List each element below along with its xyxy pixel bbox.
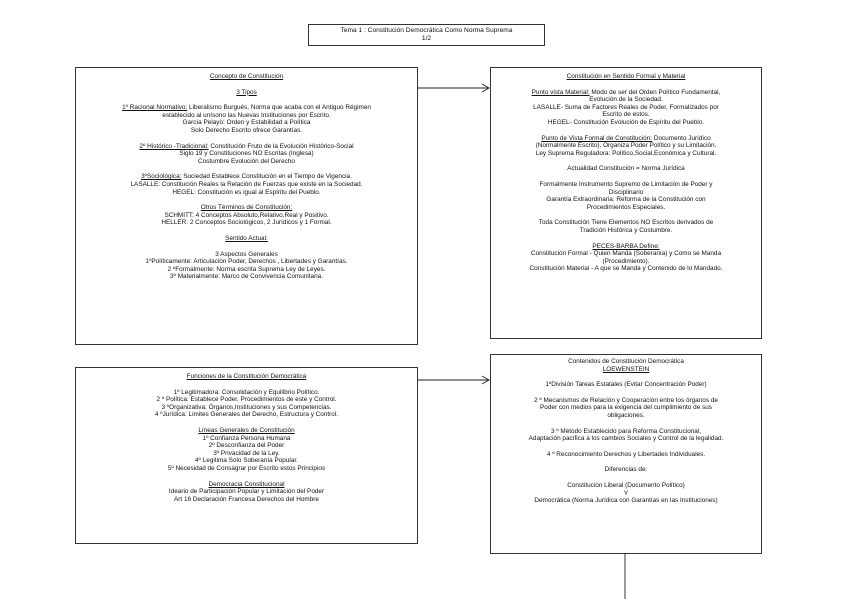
contenido-2-line-3: obligaciones. [607, 411, 645, 419]
otros-line-2: HELLER: 2 Conceptos Sociológicos, 2 Jurídicos y 1 Formal. [161, 219, 332, 227]
pf-line-3: Ley Suprema Reguladora: Político,Social,Económica y Cultural. [535, 149, 717, 157]
actual-line-3: 2 ºFormalmente: Norma escrita Suprema Ley de Leyes. [167, 265, 326, 273]
contenido-3-line-1: 3 º Método Establecido para Reforma Constitucional, [550, 427, 702, 435]
contenido-1: 1ºDivisión Tareas Estatales (Evitar Concentración Poder) [545, 381, 707, 389]
diferencias-line: Diferencias de: [604, 466, 648, 474]
pv-line-5: HEGEL- Constitución Evolución de Espíritu del Pueblo. [547, 118, 705, 126]
historico-label: 2º Histórico -Tradicional: [139, 142, 209, 150]
title-line-2: 1/2 [421, 34, 432, 42]
peces-heading: PECES-BARBA Define: [592, 242, 660, 250]
funcion-1: 1º Legitimadora: Consolidación y Equilibrio Político. [173, 388, 320, 396]
racional-line-4: Solo Derecho Escrito ofrece Garantías. [190, 126, 303, 134]
contenidos-author: LOEWENSTEIN [602, 365, 650, 373]
garantia-line-2: Procedimientos Especiales. [586, 203, 666, 211]
peces-line-1: Constitución Formal - Quien Manda (Soberanía) y Como se Manda [530, 250, 722, 258]
linea-general-2: 2º Desconfianza del Poder [208, 442, 285, 450]
peces-line-2: (Procedimiento). [602, 257, 650, 265]
funcion-2: 2 º Política: Establece Poder, Procedimientos de este y Control. [156, 396, 337, 404]
actual-heading: Sentido Actual: [225, 234, 268, 242]
otros-line-1: SCHMITT: 4 Conceptos Absoluto,Relativo,Real y Positivo. [164, 211, 329, 219]
contenido-4: 4 º Reconocimiento Derechos y Libertades Individuales. [546, 450, 706, 458]
pf-text: Documento Jurídico [652, 134, 711, 142]
pf-label: Punto de Vista Formal de Constitución: [541, 134, 653, 142]
sociologico-line-3: HEGEL: Constitución es igual al Espíritu del Pueblo. [172, 188, 321, 196]
pv-line-3: LASALLE- Suma de Factores Reales de Poder, Formalizados por [533, 103, 719, 111]
pv-line [491, 89, 761, 97]
actualidad-line: Actualidad Constitución = Norma Jurídica [567, 165, 685, 173]
funciones-heading: Funciones de la Constitución Democrática [186, 373, 307, 380]
pv-line-4: Escrito de estos. [602, 111, 650, 119]
racional-line-3: García Pelayo: Orden y Estabilidad a Política [182, 119, 311, 127]
toda-line-2: Tradición Histórica y Costumbre. [579, 226, 673, 234]
contenido-2-line-1: 2 º Mecanismos de Relación y Cooperación entre los órganos de [534, 396, 718, 404]
historico-line-2: Siglo 19 y Constituciones NO Escritas (Inglesa) [179, 150, 314, 158]
formal-material-box [490, 67, 762, 339]
pf-line-2: (Normalmente Escrito), Organiza Poder Político y su Limitación. [535, 142, 717, 150]
actual-line-4: 3º Materialmente: Marco de Convivencia Comunitaria. [170, 273, 323, 281]
racional-line [76, 104, 417, 112]
lineas-heading: Líneas Generales de Constitución [198, 426, 295, 434]
funcion-3: 3 ºOrganizativa: Órganos,Instituciones y sus Competencias. [161, 403, 332, 411]
toda-line-1: Toda Constitución Tiene Elementos NO Escritos derivados de [538, 219, 714, 227]
contenidos-box [490, 354, 762, 554]
actual-line-2: 1ºPolíticamente: Articulación Poder, Derechos , Libertades y Garantías. [145, 258, 348, 266]
concepto-heading: Concepto de Constitución [209, 73, 284, 80]
formal-heading: Constitución en Sentido Formal y Material [566, 73, 686, 80]
contenido-3-line-2: Adaptación pacífica a los cambios Sociales y Control de la legalidad. [528, 435, 724, 443]
sociologico-line [76, 173, 417, 181]
contenido-2-line-2: Poder con medios para la exigencia del cumplimiento de sus [540, 404, 712, 412]
title-box [308, 24, 545, 46]
democracia-line-1: Ideario de Participación Popular y Limitación del Poder [168, 488, 325, 496]
sociologico-text: Sociedad Establece Constitución en el Tiempo de Vigencia. [181, 173, 352, 181]
linea-general-4: 4º Legitima Solo Soberanía Popular. [195, 457, 298, 465]
sociologico-label: 3ºSociológica: [141, 173, 182, 181]
funcion-4: 4 ºJurídica: Limites Generales del Derecho, Estructura y Control. [154, 411, 339, 419]
historico-text: Constitución Fruto de la Evolución Histórico-Social [208, 142, 354, 150]
pf-line [491, 135, 761, 143]
pv-line-2: Evolución de la Sociedad. [589, 96, 663, 104]
linea-general-3: 3º Privacidad de la Ley. [213, 449, 280, 457]
contenidos-heading: Contenidos de Constitución Democrática [568, 358, 684, 365]
concepto-box [75, 67, 418, 345]
title-line-1: Tema 1 : Constitución Democrática Como Norma Suprema [340, 27, 513, 34]
actual-line-1: 3 Aspectos Generales [215, 250, 278, 258]
racional-label: 1º Racional Normativo: [122, 104, 188, 112]
democratica-line: Democrática (Norma Jurídica con Garantías en las Instituciones) [534, 497, 718, 505]
peces-line-3: Constitución Material - A que se Manda y Contenido de lo Mandado. [529, 265, 723, 273]
racional-line-2: establecido al unísono las Nuevas Instituciones por Escrito. [162, 111, 331, 119]
historico-line [76, 143, 417, 151]
linea-general-1: 1º Confianza Persona Humana [202, 434, 291, 442]
garantia-line-1: Garantía Extraordinaria: Reforma de la Constitución con [546, 196, 706, 204]
racional-text: Liberalismo Burgués, Norma que acaba con el Antiguo Régimen [187, 104, 371, 112]
pv-label: Punto vista Material: [531, 88, 590, 96]
historico-line-3: Costumbre Evolución del Derecho [198, 157, 295, 165]
tipos-heading: 3 Tipos [236, 88, 257, 96]
linea-general-5: 5º Necesidad de Consagrar por Escrito estos Principios [167, 464, 326, 472]
otros-heading: Otros Términos de Constitución: [200, 204, 293, 212]
liberal-line: Constitución Liberal (Documento Político) [567, 481, 685, 489]
funciones-box [75, 367, 418, 544]
formalmente-line-2: Disciplinario [608, 188, 644, 196]
y-line: Y [623, 489, 629, 497]
sociologico-line-2: LASALLE: Constitución Reales la Relación de Fuerzas que existe en la Sociedad. [130, 180, 363, 188]
democracia-line-2: Art 16 Declaración Francesa Derechos del Hombre [174, 495, 319, 503]
pv-text: Modo de ser del Orden Político Fundamental, [589, 88, 721, 96]
formalmente-line-1: Formalmente Instrumento Supremo de Limitación de Poder y [539, 180, 713, 188]
democracia-heading: Democracia Constitucional [208, 480, 285, 488]
